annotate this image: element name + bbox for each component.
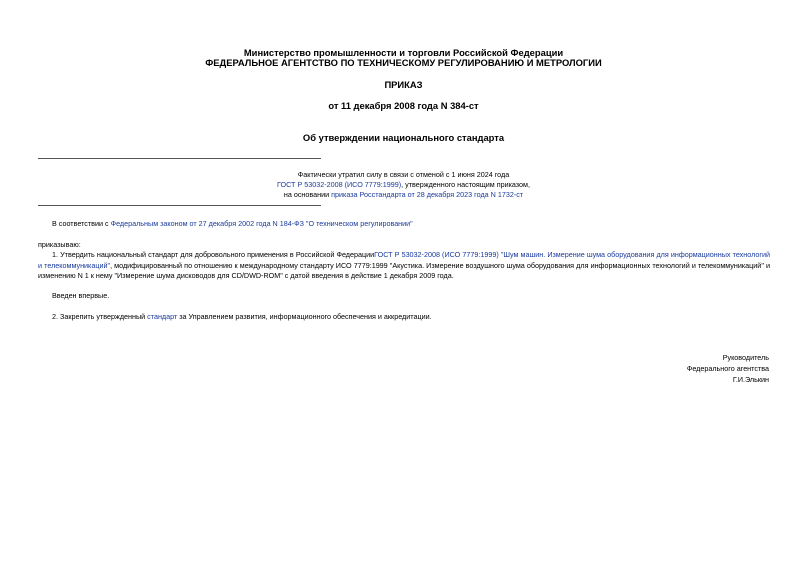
document-subject: Об утверждении национального стандарта — [302, 132, 505, 143]
ministry-name: Министерство промышленности и торговли Российской Федерации — [243, 47, 564, 58]
status-note-line3-text: на основании — [283, 190, 332, 199]
standard-link[interactable]: стандарт — [147, 312, 178, 321]
document-date: от 11 декабря 2008 года N 384-ст — [328, 100, 479, 111]
gost-standard-title-link[interactable]: ГОСТ Р 53032-2008 (ИСО 7779:1999) "Шум машин. Измерение шума оборудования для информационных технологий и телекоммуникаций" — [38, 250, 770, 270]
order-word: приказываю: — [38, 240, 81, 249]
signature-name: Г.И.Элькин — [732, 375, 769, 384]
signature-title-line2: Федерального агентства — [686, 364, 769, 373]
status-note-top-rule — [38, 158, 321, 159]
status-note-line1: Фактически утратил силу в связи с отменой с 1 июня 2024 года — [297, 170, 510, 179]
preamble — [52, 219, 413, 230]
rosstandart-order-link[interactable]: приказа Росстандарта от 28 декабря 2023 года N 1732-ст — [331, 190, 524, 199]
agency-name: ФЕДЕРАЛЬНОЕ АГЕНТСТВО ПО ТЕХНИЧЕСКОМУ РЕГУЛИРОВАНИЮ И МЕТРОЛОГИИ — [205, 57, 602, 68]
signature-title-line1: Руководитель — [722, 353, 769, 362]
order-item-1-text: 1. Утвердить национальный стандарт для добровольного применения в Российской Федерации — [52, 250, 375, 259]
order-item-2-text: 2. Закрепить утвержденный — [52, 312, 148, 321]
federal-law-link[interactable]: Федеральным законом от 27 декабря 2002 года N 184-ФЗ "О техническом регулировании" — [110, 219, 413, 228]
gost-standard-link[interactable]: ГОСТ Р 53032-2008 (ИСО 7779:1999) — [277, 180, 402, 189]
document-type: ПРИКАЗ — [384, 79, 423, 90]
order-item-1-rest: , модифицированный по отношению к международному стандарту ИСО 7779:1999 "Акустика. Измерение воздушного шума оборудования для информационных технологий и телекоммуникаций" и изменению N 1 к нему "Измерение шума дисководов для CD/DWD-ROM" с датой введения в действие 1 декабря 2009 года. — [38, 260, 771, 281]
order-item-2 — [52, 312, 432, 323]
introduced-first-note: Введен впервые. — [52, 291, 110, 300]
preamble-text: В соответствии с — [52, 219, 111, 228]
status-note-bottom-rule — [38, 205, 321, 206]
order-item-1 — [38, 250, 770, 282]
order-item-2-rest: за Управлением развития, информационного обеспечения и аккредитации. — [177, 312, 432, 321]
status-note-line2 — [0, 180, 807, 189]
status-note-line3 — [0, 190, 807, 199]
status-note-line2-text: , утвержденного настоящим приказом, — [401, 180, 530, 189]
